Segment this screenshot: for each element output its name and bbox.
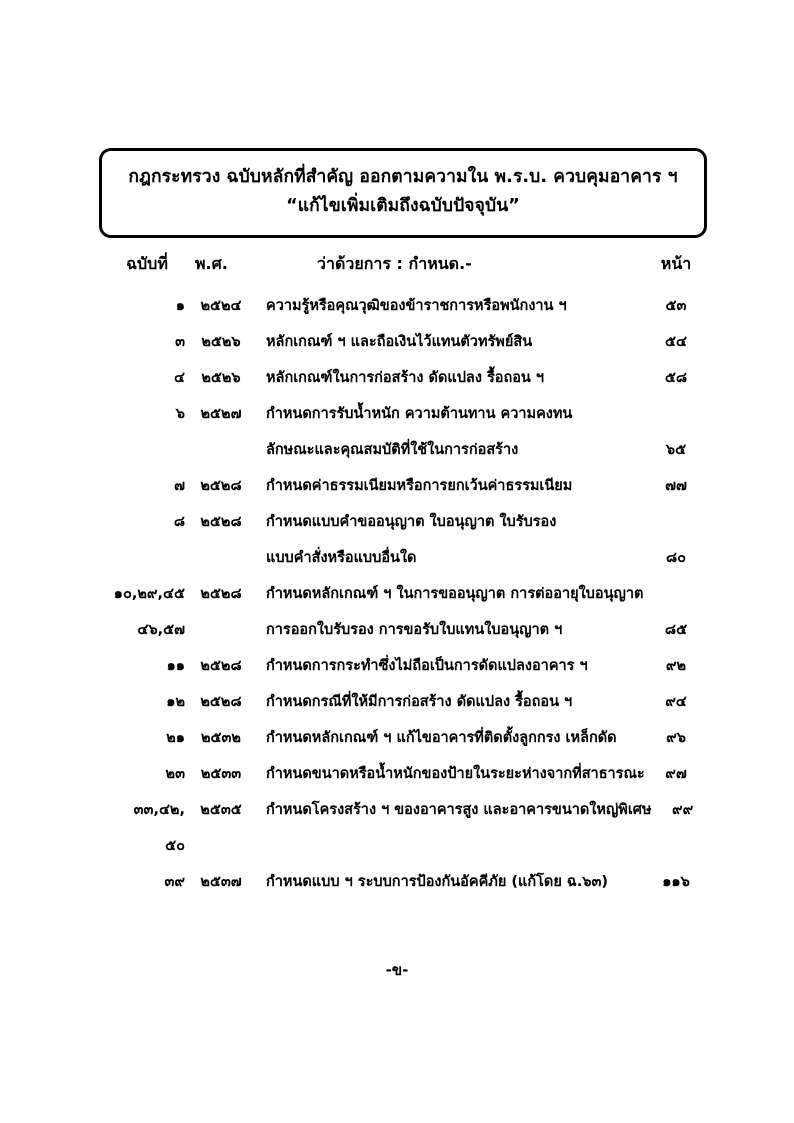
cell-year: ๒๕๒๘ (200, 658, 242, 674)
cell-year: ๒๕๒๘ (200, 586, 242, 602)
column-header-edition: ฉบับที่ (126, 254, 168, 273)
table-row-line (99, 402, 707, 438)
cell-edition: ๘ (173, 514, 185, 530)
table-rows-container (99, 294, 707, 906)
cell-page: ๕๔ (665, 334, 687, 350)
table-row-line (99, 690, 707, 726)
table-row (99, 798, 707, 870)
cell-edition: ๓ (175, 334, 185, 350)
cell-page: ๙๗ (665, 766, 687, 782)
cell-description: กำหนดแบบ ฯ ระบบการป้องกันอัคคีภัย (แก้โดย ฉ.๖๓) (266, 874, 609, 890)
cell-edition: ๒๓ (165, 766, 185, 782)
table-row-line (99, 582, 707, 618)
column-header-description: ว่าด้วยการ : กำหนด.- (317, 254, 472, 273)
table-row-line (99, 798, 707, 834)
table-row (99, 582, 707, 654)
cell-edition: ๒๑ (166, 730, 185, 746)
cell-edition: ๔ (174, 370, 185, 386)
table-row-line (99, 654, 707, 690)
cell-description: กำหนดการกระทำซึ่งไม่ถือเป็นการดัดแปลงอาคาร ฯ (266, 658, 588, 674)
table-row (99, 366, 707, 402)
cell-description: กำหนดหลักเกณฑ์ ฯ ในการขออนุญาต การต่ออายุใบอนุญาต (266, 586, 644, 602)
table-row-line (99, 330, 707, 366)
table-row (99, 402, 707, 474)
document-title-box (99, 148, 707, 238)
table-row-line (99, 834, 707, 870)
cell-edition: ๖ (175, 406, 185, 422)
document-title-line-1: กฎกระทรวง ฉบับหลักที่สำคัญ ออกตามความใน พ.ร.บ. ควบคุมอาคาร ฯ (128, 167, 678, 187)
cell-edition: ๑๑ (166, 658, 185, 674)
page-marker: -ข- (385, 961, 409, 979)
cell-description: หลักเกณฑ์ ฯ และถือเงินไว้แทนตัวทรัพย์สิน (266, 334, 533, 350)
table-row-line (99, 762, 707, 798)
cell-description: กำหนดแบบคำขออนุญาต ใบอนุญาต ใบรับรอง (266, 514, 557, 530)
cell-year: ๒๕๓๓ (200, 766, 242, 782)
table-header-row (99, 252, 707, 294)
cell-page: ๙๔ (665, 694, 687, 710)
cell-page: ๑๑๖ (662, 874, 690, 890)
table-row-line (99, 618, 707, 654)
table-row (99, 762, 707, 798)
cell-page: ๕๘ (664, 370, 688, 386)
table-row (99, 510, 707, 582)
cell-year: ๒๕๓๗ (200, 874, 242, 890)
cell-year: ๒๕๒๖ (201, 370, 241, 386)
table-row-line (99, 510, 707, 546)
cell-description: แบบคำสั่งหรือแบบอื่นใด (266, 550, 417, 566)
cell-edition: ๗ (174, 478, 185, 494)
cell-year: ๒๕๒๘ (200, 478, 242, 494)
cell-year: ๒๕๒๘ (200, 514, 242, 530)
cell-edition: ๑๒ (166, 694, 185, 710)
contents-table (99, 252, 707, 906)
document-title-line-2: “แก้ไขเพิ่มเติมถึงฉบับปัจจุบัน” (286, 196, 520, 216)
cell-description: ความรู้หรือคุณวุฒิของข้าราชการหรือพนักงาน ฯ (266, 298, 567, 314)
table-row-line (99, 294, 707, 330)
cell-edition: ๓๓,๔๒, (133, 802, 185, 818)
cell-edition: ๔๖,๕๗ (137, 622, 185, 638)
cell-edition: ๕๐ (165, 838, 185, 854)
table-row (99, 726, 707, 762)
table-row-line (99, 366, 707, 402)
cell-description: การออกใบรับรอง การขอรับใบแทนใบอนุญาต ฯ (266, 622, 563, 638)
cell-description: กำหนดขนาดหรือน้ำหนักของป้ายในระยะห่างจากที่สาธารณะ (266, 766, 645, 782)
cell-description: หลักเกณฑ์ในการก่อสร้าง ดัดแปลง รื้อถอน ฯ (266, 370, 545, 386)
cell-year: ๒๕๒๖ (201, 334, 241, 350)
cell-page: ๕๓ (665, 298, 687, 314)
cell-description: กำหนดการรับน้ำหนัก ความต้านทาน ความคงทน (266, 406, 573, 422)
table-row (99, 294, 707, 330)
cell-description: กำหนดกรณีที่ให้มีการก่อสร้าง ดัดแปลง รื้อถอน ฯ (266, 694, 573, 710)
cell-year: ๒๕๒๘ (200, 694, 242, 710)
cell-year: ๒๕๓๒ (200, 730, 241, 746)
cell-page: ๘๐ (665, 550, 687, 566)
cell-description: กำหนดโครงสร้าง ฯ ของอาคารสูง และอาคารขนาดใหญ่พิเศษ (266, 802, 652, 818)
column-header-page: หน้า (660, 254, 692, 273)
table-row (99, 690, 707, 726)
cell-page: ๙๙ (671, 802, 694, 818)
table-row (99, 654, 707, 690)
table-row (99, 474, 707, 510)
table-row (99, 870, 707, 906)
cell-page: ๙๒ (665, 658, 687, 674)
column-header-year: พ.ศ. (195, 254, 228, 273)
cell-page: ๖๕ (665, 442, 687, 458)
table-row-line (99, 546, 707, 582)
table-row-line (99, 474, 707, 510)
cell-year: ๒๕๒๔ (200, 298, 242, 314)
cell-description: ลักษณะและคุณสมบัติที่ใช้ในการก่อสร้าง (266, 442, 519, 458)
table-row-line (99, 726, 707, 762)
cell-year: ๒๕๒๗ (200, 406, 242, 422)
page-footer (0, 958, 794, 982)
cell-description: กำหนดหลักเกณฑ์ ฯ แก้ไขอาคารที่ติดตั้งลูกกรง เหล็กดัด (266, 730, 617, 746)
cell-description: กำหนดค่าธรรมเนียมหรือการยกเว้นค่าธรรมเนียม (266, 478, 573, 494)
cell-edition: ๓๙ (164, 874, 185, 890)
cell-year: ๒๕๓๕ (200, 802, 242, 818)
table-row-line (99, 438, 707, 474)
cell-edition: ๑๐,๒๙,๔๕ (113, 586, 185, 602)
cell-page: ๙๖ (666, 730, 686, 746)
cell-edition: ๑ (175, 298, 185, 314)
cell-page: ๘๕ (664, 622, 688, 638)
table-row (99, 330, 707, 366)
cell-page: ๗๗ (665, 478, 687, 494)
table-row-line (99, 870, 707, 906)
